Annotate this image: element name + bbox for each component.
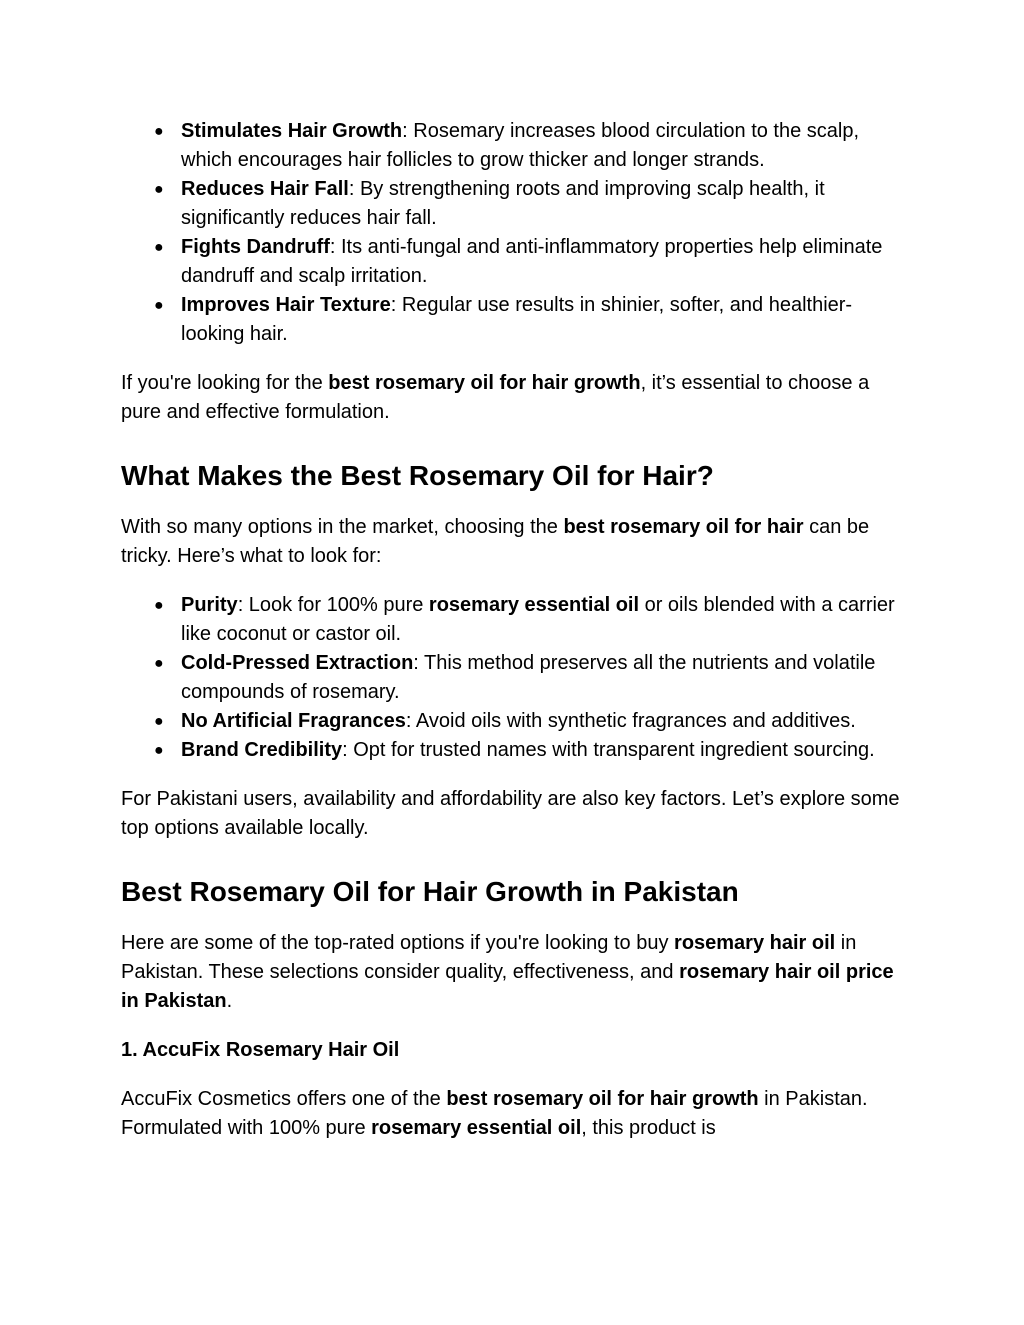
list-item	[121, 707, 911, 736]
list-item-text: : Regular use results in shinier, softer, and healthier-looking hair.	[181, 294, 853, 345]
list-item-text: : Avoid oils with synthetic fragrances and additives.	[405, 710, 856, 732]
list-item-term: Stimulates Hair Growth	[181, 120, 403, 142]
list-item-term: Reduces Hair Fall	[181, 178, 349, 200]
text-run: AccuFix Cosmetics offers one of the	[121, 1088, 447, 1110]
list-item	[121, 175, 911, 233]
top-rated-paragraph	[121, 929, 911, 1016]
keyword-bold: best rosemary oil for hair growth	[328, 372, 641, 394]
list-item-term: Purity	[181, 594, 238, 616]
list-item-term: Improves Hair Texture	[181, 294, 391, 316]
list-item	[121, 591, 911, 649]
text-run: If you're looking for the	[121, 372, 329, 394]
text-run: can be tricky. Here’s what to look for:	[121, 516, 870, 567]
keyword-bold: best rosemary oil for hair growth	[446, 1088, 759, 1110]
options-paragraph	[121, 513, 911, 571]
keyword-bold: rosemary essential oil	[428, 594, 640, 616]
text-run: in Pakistan. Formulated with 100% pure	[121, 1088, 868, 1139]
bullet-icon: ●	[154, 239, 164, 256]
bullet-icon: ●	[154, 655, 164, 672]
keyword-bold: rosemary hair oil price in Pakistan	[121, 961, 894, 1012]
list-item-term: Brand Credibility	[181, 739, 343, 761]
bullet-icon: ●	[154, 597, 164, 614]
list-item-text: : Look for 100% pure	[237, 594, 429, 616]
list-item-text: : Its anti-fungal and anti-inflammatory properties help eliminate dandruff and scalp irritation.	[181, 236, 883, 287]
criteria-list	[121, 591, 911, 765]
list-item-text: : By strengthening roots and improving scalp health, it significantly reduces hair fall.	[181, 178, 825, 229]
list-item-text: or oils blended with a carrier like coconut or castor oil.	[181, 594, 895, 645]
list-item	[121, 291, 911, 349]
list-item-text: : This method preserves all the nutrients and volatile compounds of rosemary.	[181, 652, 876, 703]
keyword-bold: best rosemary oil for hair	[563, 516, 804, 538]
keyword-bold: rosemary essential oil	[371, 1117, 582, 1139]
section-heading-what-makes: What Makes the Best Rosemary Oil for Hair?	[121, 460, 714, 491]
bullet-icon: ●	[154, 123, 164, 140]
accufix-paragraph	[121, 1085, 911, 1143]
list-item	[121, 117, 911, 175]
list-item	[121, 736, 911, 765]
list-item	[121, 649, 911, 707]
intro-paragraph	[121, 369, 911, 427]
list-item-term: Cold-Pressed Extraction	[181, 652, 414, 674]
text-run: .	[226, 990, 233, 1012]
section-heading-best-in-pakistan: Best Rosemary Oil for Hair Growth in Pakistan	[121, 876, 739, 907]
list-item-text: : Rosemary increases blood circulation to the scalp, which encourages hair follicles to grow thicker and longer strands.	[181, 120, 860, 171]
text-run: , this product is	[581, 1117, 716, 1139]
benefits-list	[121, 117, 911, 349]
pakistan-users-paragraph: For Pakistani users, availability and affordability are also key factors. Let’s explore some top options available locally.	[121, 788, 900, 839]
text-run: in Pakistan. These selections consider quality, effectiveness, and	[121, 932, 857, 983]
document-content	[121, 117, 911, 1143]
keyword-bold: rosemary hair oil	[674, 932, 836, 954]
list-item	[121, 233, 911, 291]
text-run: , it’s essential to choose a pure and effective formulation.	[121, 372, 870, 423]
sub-heading-accufix: 1. AccuFix Rosemary Hair Oil	[121, 1039, 400, 1061]
list-item-term: No Artificial Fragrances	[181, 710, 406, 732]
bullet-icon: ●	[154, 713, 164, 730]
text-run: Here are some of the top-rated options if you're looking to buy	[121, 932, 675, 954]
text-run: With so many options in the market, choosing the	[121, 516, 564, 538]
bullet-icon: ●	[154, 297, 164, 314]
list-item-text: : Opt for trusted names with transparent ingredient sourcing.	[342, 739, 875, 761]
bullet-icon: ●	[154, 181, 164, 198]
list-item-term: Fights Dandruff	[181, 236, 330, 258]
bullet-icon: ●	[154, 742, 164, 759]
